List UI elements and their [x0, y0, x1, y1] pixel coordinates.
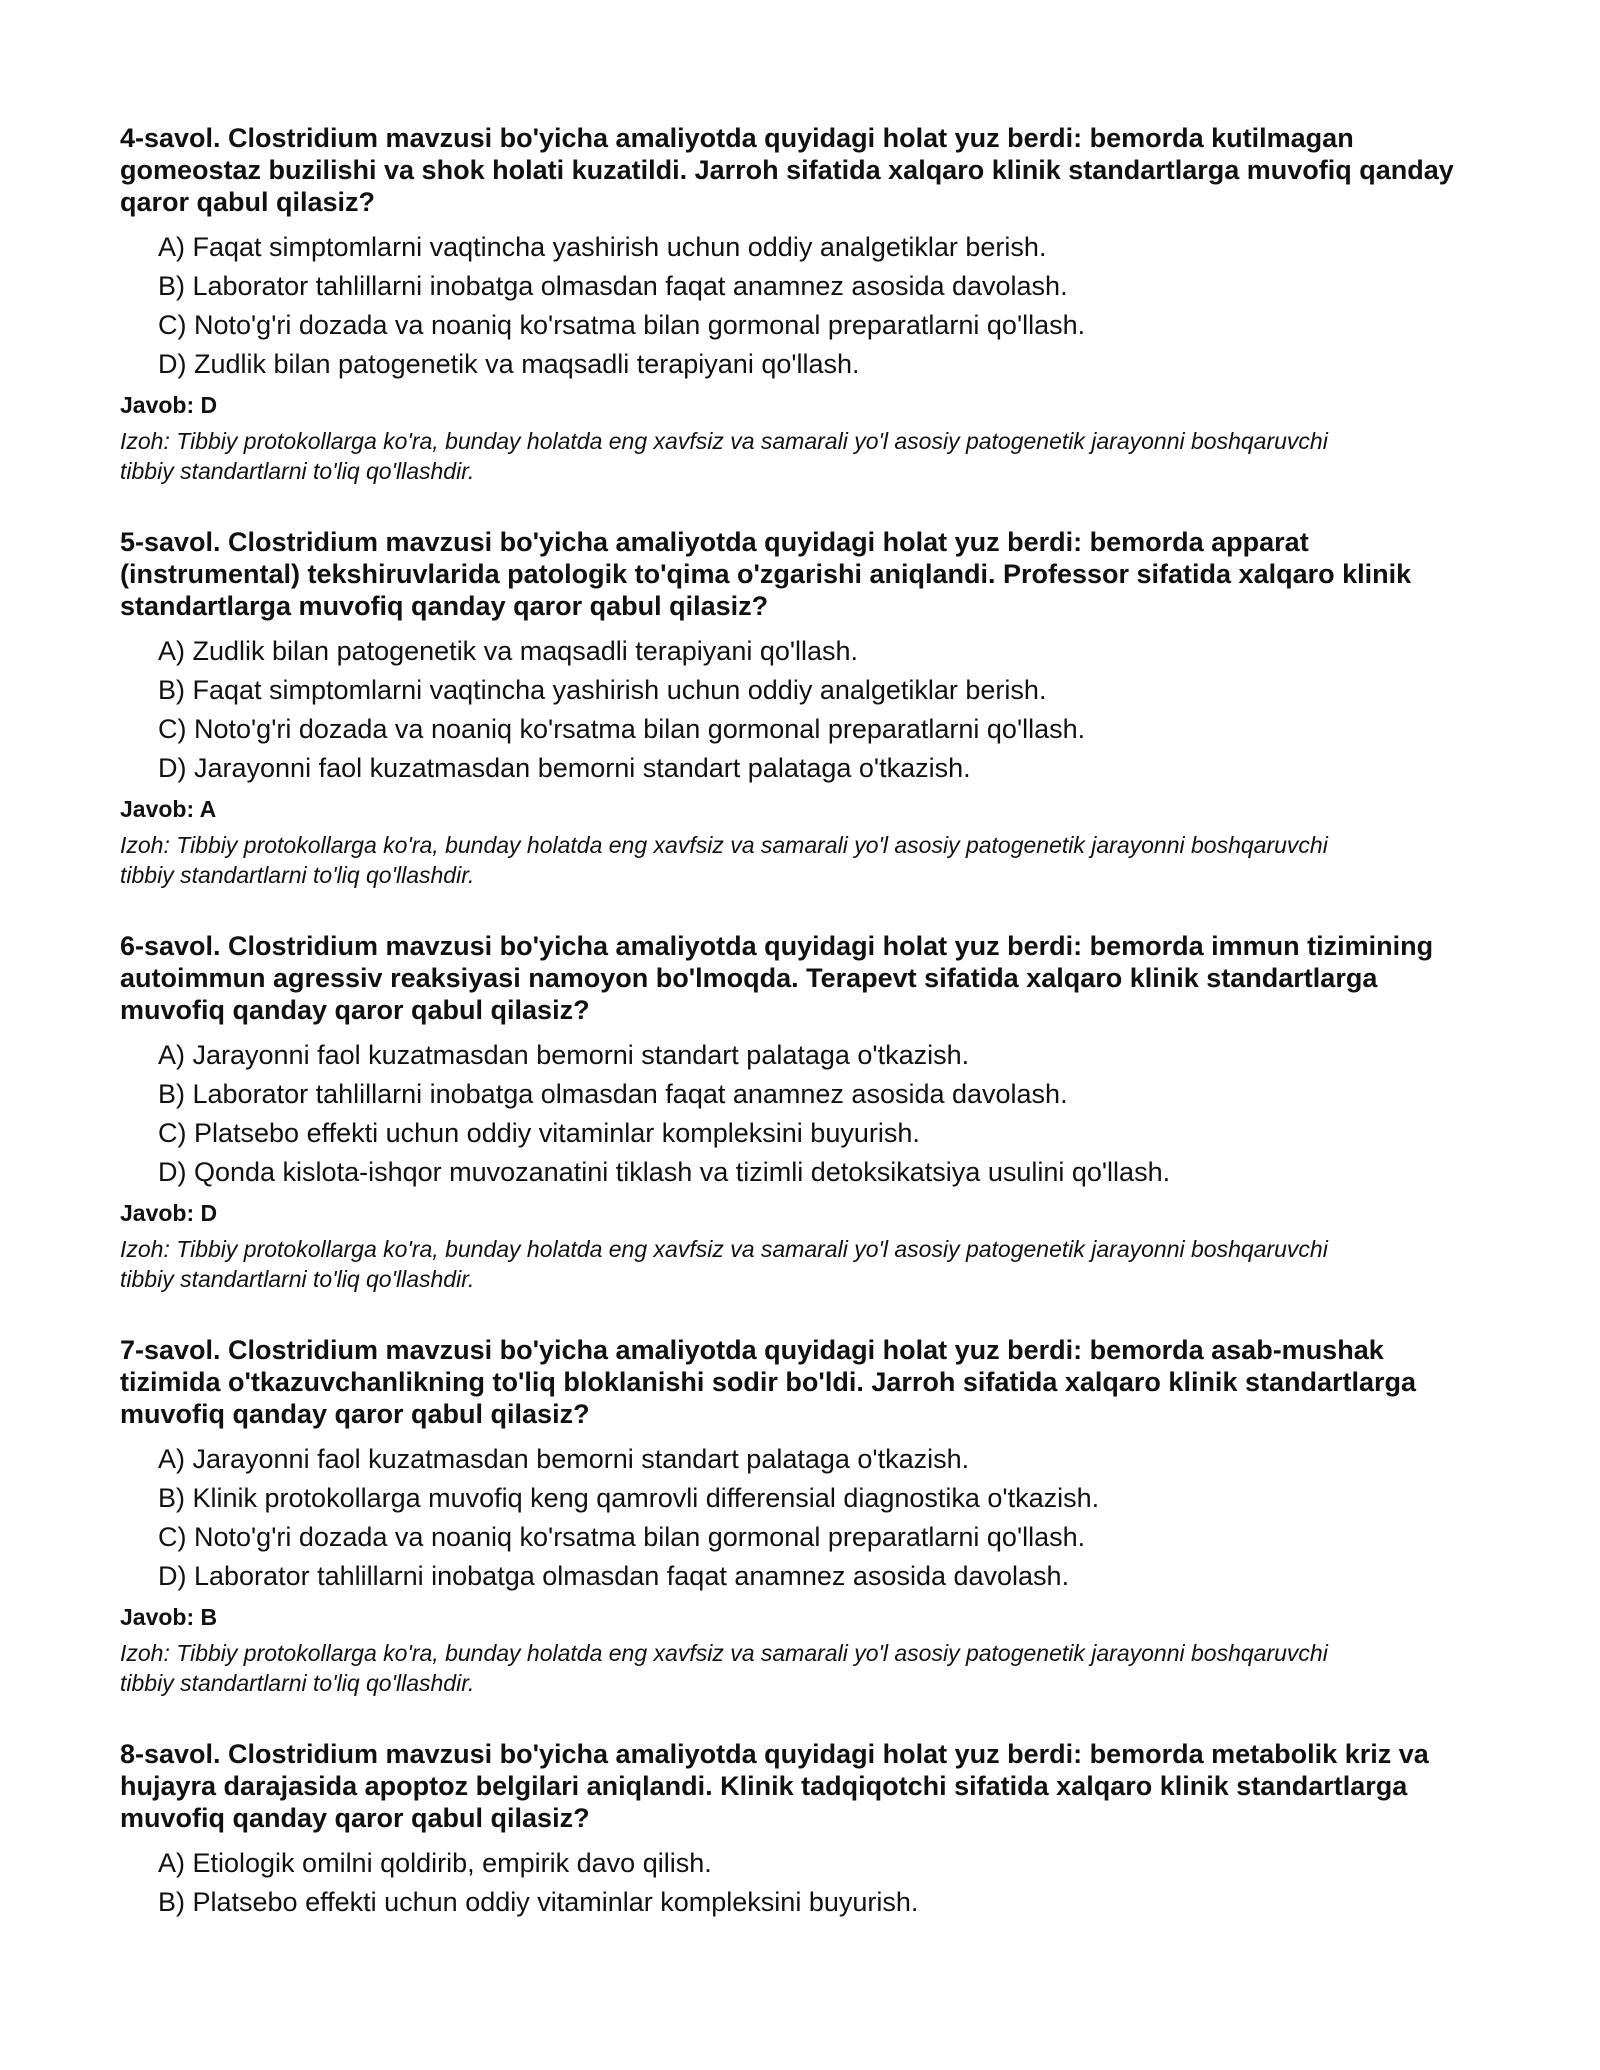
question-title: 7-savol. Clostridium mavzusi bo'yicha amaliyotda quyidagi holat yuz berdi: bemorda asab-mushak tizimida o'tkazuvchanlikning to'liq bloklanishi sodir bo'ldi. Jarroh sifatida xalqaro klinik standartlarga muvofiq qanday qaror qabul qilasiz?: [120, 1335, 1417, 1429]
question-title: 5-savol. Clostridium mavzusi bo'yicha amaliyotda quyidagi holat yuz berdi: bemorda apparat (instrumental) tekshiruvlarida patologik to'qima o'zgarishi aniqlandi. Professor sifatida xalqaro klinik standartlarga muvofiq qanday qaror qabul qilasiz?: [120, 527, 1412, 621]
answer-options: [120, 228, 1480, 384]
explanation-note: Izoh: Tibbiy protokollarga ko'ra, bunday holatda eng xavfsiz va samarali yo'l asosiy patogenetik jarayonni boshqaruvchi tibbiy standartlarni to'liq qo'llashdir.: [120, 832, 1328, 888]
option-c: C) Platsebo effekti uchun oddiy vitaminlar kompleksini buyurish.: [158, 1118, 920, 1148]
answer-label: Javob: D: [120, 392, 218, 418]
question-block-4: [120, 122, 1480, 486]
answer-label: Javob: B: [120, 1604, 218, 1630]
option-a: A) Etiologik omilni qoldirib, empirik davo qilish.: [158, 1848, 712, 1878]
option-a: A) Zudlik bilan patogenetik va maqsadli terapiyani qo'llash.: [158, 636, 859, 666]
option-d: D) Jarayonni faol kuzatmasdan bemorni standart palataga o'tkazish.: [158, 753, 971, 783]
option-d: D) Zudlik bilan patogenetik va maqsadli terapiyani qo'llash.: [158, 349, 860, 379]
question-title: 6-savol. Clostridium mavzusi bo'yicha amaliyotda quyidagi holat yuz berdi: bemorda immun tizimining autoimmun agressiv reaksiyasi namoyon bo'lmoqda. Terapevt sifatida xalqaro klinik standartlarga muvofiq qanday qaror qabul qilasiz?: [120, 931, 1434, 1025]
question-block-6: [120, 930, 1480, 1294]
question-title: 8-savol. Clostridium mavzusi bo'yicha amaliyotda quyidagi holat yuz berdi: bemorda metabolik kriz va hujayra darajasida apoptoz belgilari aniqlandi. Klinik tadqiqotchi sifatida xalqaro klinik standartlarga muvofiq qanday qaror qabul qilasiz?: [120, 1739, 1429, 1833]
answer-options: [120, 1844, 1480, 1922]
answer-options: [120, 1036, 1480, 1192]
option-b: B) Klinik protokollarga muvofiq keng qamrovli differensial diagnostika o'tkazish.: [158, 1483, 1100, 1513]
option-c: C) Noto'g'ri dozada va noaniq ko'rsatma bilan gormonal preparatlarni qo'llash.: [158, 714, 1086, 744]
option-a: A) Jarayonni faol kuzatmasdan bemorni standart palataga o'tkazish.: [158, 1444, 970, 1474]
option-d: D) Laborator tahlillarni inobatga olmasdan faqat anamnez asosida davolash.: [158, 1561, 1070, 1591]
explanation-note: Izoh: Tibbiy protokollarga ko'ra, bunday holatda eng xavfsiz va samarali yo'l asosiy patogenetik jarayonni boshqaruvchi tibbiy standartlarni to'liq qo'llashdir.: [120, 1640, 1328, 1696]
option-b: B) Laborator tahlillarni inobatga olmasdan faqat anamnez asosida davolash.: [158, 1079, 1068, 1109]
question-block-8: [120, 1738, 1480, 1922]
option-b: B) Platsebo effekti uchun oddiy vitaminlar kompleksini buyurish.: [158, 1887, 919, 1917]
option-a: A) Jarayonni faol kuzatmasdan bemorni standart palataga o'tkazish.: [158, 1040, 970, 1070]
question-block-7: [120, 1334, 1480, 1698]
option-c: C) Noto'g'ri dozada va noaniq ko'rsatma bilan gormonal preparatlarni qo'llash.: [158, 1522, 1086, 1552]
option-a: A) Faqat simptomlarni vaqtincha yashirish uchun oddiy analgetiklar berish.: [158, 232, 1047, 262]
answer-options: [120, 632, 1480, 788]
option-b: B) Laborator tahlillarni inobatga olmasdan faqat anamnez asosida davolash.: [158, 271, 1068, 301]
answer-label: Javob: A: [120, 796, 217, 822]
option-c: C) Noto'g'ri dozada va noaniq ko'rsatma bilan gormonal preparatlarni qo'llash.: [158, 310, 1086, 340]
option-b: B) Faqat simptomlarni vaqtincha yashirish uchun oddiy analgetiklar berish.: [158, 675, 1047, 705]
document-page: [120, 122, 1480, 1962]
answer-options: [120, 1440, 1480, 1596]
explanation-note: Izoh: Tibbiy protokollarga ko'ra, bunday holatda eng xavfsiz va samarali yo'l asosiy patogenetik jarayonni boshqaruvchi tibbiy standartlarni to'liq qo'llashdir.: [120, 428, 1328, 484]
option-d: D) Qonda kislota-ishqor muvozanatini tiklash va tizimli detoksikatsiya usulini qo'llash.: [158, 1157, 1171, 1187]
answer-label: Javob: D: [120, 1200, 218, 1226]
question-block-5: [120, 526, 1480, 890]
explanation-note: Izoh: Tibbiy protokollarga ko'ra, bunday holatda eng xavfsiz va samarali yo'l asosiy patogenetik jarayonni boshqaruvchi tibbiy standartlarni to'liq qo'llashdir.: [120, 1236, 1328, 1292]
question-title: 4-savol. Clostridium mavzusi bo'yicha amaliyotda quyidagi holat yuz berdi: bemorda kutilmagan gomeostaz buzilishi va shok holati kuzatildi. Jarroh sifatida xalqaro klinik standartlarga muvofiq qanday qaror qabul qilasiz?: [120, 123, 1454, 217]
